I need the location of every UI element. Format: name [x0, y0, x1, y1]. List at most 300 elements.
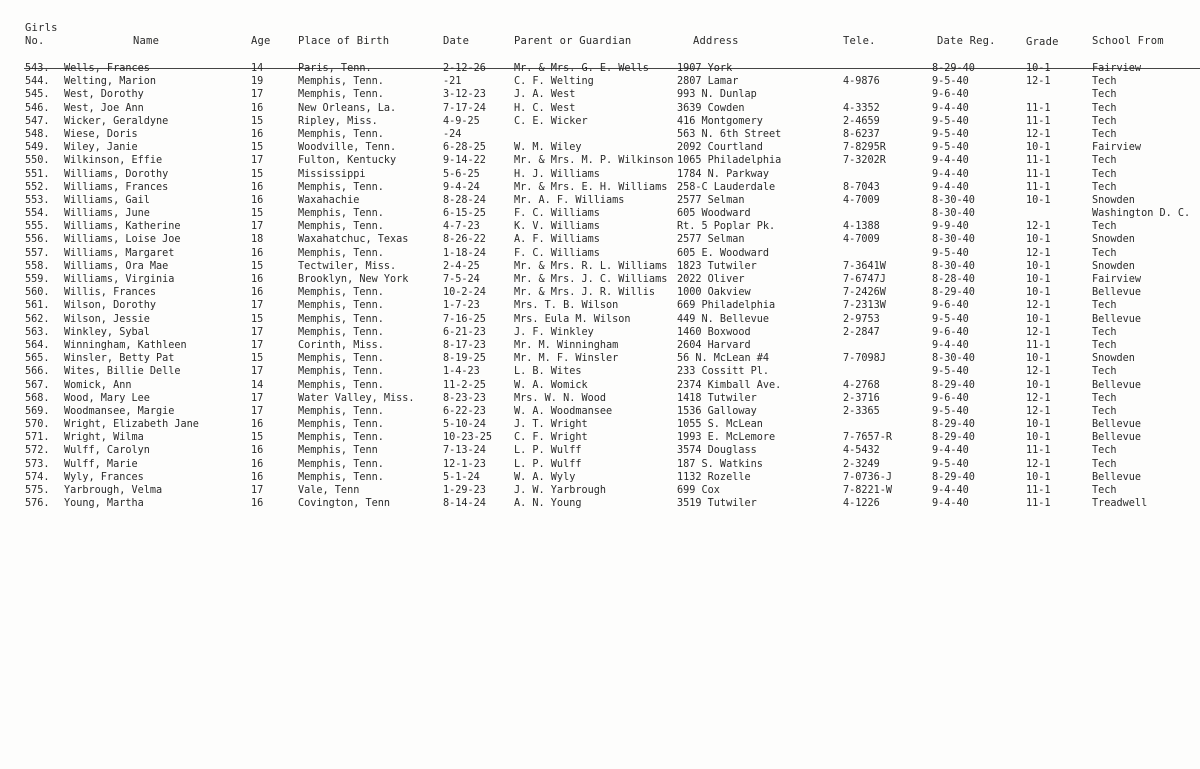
- birth-date: 10-23-25: [443, 432, 493, 444]
- telephone: 4-5432: [843, 445, 880, 457]
- date-registered: 9-5-40: [932, 115, 969, 127]
- school-from: Tech: [1092, 339, 1117, 351]
- grade: 12-1: [1026, 458, 1051, 470]
- student-number: 562.: [25, 313, 50, 325]
- birth-date: 4-9-25: [443, 115, 480, 127]
- address: 605 Woodward: [677, 208, 751, 220]
- birth-date: 8-26-22: [443, 234, 486, 246]
- birth-date: 10-2-24: [443, 287, 486, 299]
- grade: 11-1: [1026, 181, 1051, 193]
- telephone: 7-3641W: [843, 260, 886, 272]
- address: 563 N. 6th Street: [677, 128, 782, 140]
- student-name: Wells, Frances: [64, 63, 150, 74]
- parent-guardian: Mr. & Mrs. E. H. Williams: [514, 181, 668, 193]
- student-number: 545.: [25, 89, 50, 101]
- grade: 11-1: [1026, 485, 1051, 496]
- table-row: [0, 326, 1200, 339]
- grade: 10-1: [1026, 379, 1051, 391]
- student-number: 573.: [25, 458, 50, 470]
- parent-guardian: L. P. Wulff: [514, 445, 582, 457]
- parent-guardian: L. B. Wites: [514, 366, 582, 378]
- address: 449 N. Bellevue: [677, 313, 770, 325]
- place-of-birth: Memphis, Tenn.: [298, 353, 384, 365]
- place-of-birth: Covington, Tenn: [298, 498, 391, 510]
- date-registered: 9-6-40: [932, 89, 969, 101]
- date-registered: 9-6-40: [932, 326, 969, 338]
- student-number: 558.: [25, 260, 50, 272]
- school-from: Snowden: [1092, 234, 1135, 246]
- address: 3639 Cowden: [677, 102, 745, 114]
- birth-date: 9-14-22: [443, 155, 486, 167]
- address: 1418 Tutwiler: [677, 392, 757, 404]
- table-row: [0, 497, 1200, 510]
- school-from: Tech: [1092, 392, 1117, 404]
- address: 1132 Rozelle: [677, 471, 751, 483]
- table-row: [0, 392, 1200, 405]
- place-of-birth: Memphis, Tenn: [298, 445, 378, 457]
- telephone: 4-2768: [843, 379, 880, 391]
- parent-guardian: J. W. Yarbrough: [514, 485, 607, 496]
- telephone: 8-6237: [843, 128, 880, 140]
- table-row: [0, 313, 1200, 326]
- student-name: Welting, Marion: [64, 76, 157, 88]
- student-name: Williams, Dorothy: [64, 168, 169, 180]
- school-from: Tech: [1092, 458, 1117, 470]
- student-age: 17: [251, 155, 264, 167]
- student-number: 566.: [25, 366, 50, 378]
- address: Rt. 5 Poplar Pk.: [677, 221, 776, 233]
- student-name: Williams, June: [64, 208, 150, 220]
- student-number: 568.: [25, 392, 50, 404]
- address: 1993 E. McLemore: [677, 432, 776, 444]
- place-of-birth: Memphis, Tenn.: [298, 313, 384, 325]
- grade: 12-1: [1026, 366, 1051, 378]
- student-number: 552.: [25, 181, 50, 193]
- date-registered: 9-5-40: [932, 142, 969, 154]
- date-registered: 9-5-40: [932, 366, 969, 378]
- place-of-birth: Memphis, Tenn.: [298, 366, 384, 378]
- table-row: [0, 247, 1200, 260]
- telephone: 7-2426W: [843, 287, 886, 299]
- header-date: Date: [443, 35, 470, 47]
- birth-date: 5-6-25: [443, 168, 480, 180]
- address: 258-C Lauderdale: [677, 181, 776, 193]
- parent-guardian: W. M. Wiley: [514, 142, 582, 154]
- student-number: 564.: [25, 339, 50, 351]
- table-row: [0, 471, 1200, 484]
- student-number: 550.: [25, 155, 50, 167]
- school-from: Tech: [1092, 366, 1117, 378]
- place-of-birth: Memphis, Tenn.: [298, 128, 384, 140]
- grade: 12-1: [1026, 405, 1051, 417]
- table-row: [0, 273, 1200, 286]
- date-registered: 9-4-40: [932, 155, 969, 167]
- table-row: [0, 260, 1200, 273]
- student-number: 557.: [25, 247, 50, 259]
- place-of-birth: Paris, Tenn.: [298, 63, 372, 74]
- telephone: 7-7657-R: [843, 432, 893, 444]
- school-from: Snowden: [1092, 260, 1135, 272]
- telephone: 2-3365: [843, 405, 880, 417]
- parent-guardian: Mr. M. Winningham: [514, 339, 619, 351]
- grade: 11-1: [1026, 498, 1051, 510]
- place-of-birth: Waxahatchuc, Texas: [298, 234, 409, 246]
- date-registered: 8-30-40: [932, 353, 975, 365]
- address: 1823 Tutwiler: [677, 260, 757, 272]
- school-from: Tech: [1092, 221, 1117, 233]
- grade: 10-1: [1026, 419, 1051, 431]
- date-registered: 9-6-40: [932, 392, 969, 404]
- student-age: 16: [251, 194, 264, 206]
- date-registered: 8-29-40: [932, 287, 975, 299]
- place-of-birth: Brooklyn, New York: [298, 274, 409, 285]
- table-row: [0, 299, 1200, 312]
- birth-date: 7-16-25: [443, 313, 486, 325]
- birth-date: 2-4-25: [443, 260, 480, 272]
- student-number: 575.: [25, 485, 50, 496]
- student-name: West, Dorothy: [64, 89, 144, 101]
- birth-date: 1-29-23: [443, 485, 486, 496]
- parent-guardian: C. F. Welting: [514, 76, 594, 88]
- address: 2807 Lamar: [677, 76, 739, 88]
- address: 669 Philadelphia: [677, 300, 776, 312]
- address: 2092 Courtland: [677, 142, 763, 154]
- table-row: [0, 141, 1200, 154]
- date-registered: 9-5-40: [932, 128, 969, 140]
- student-name: Wulff, Carolyn: [64, 445, 150, 457]
- student-age: 14: [251, 379, 264, 391]
- parent-guardian: W. A. Womick: [514, 379, 588, 391]
- school-from: Tech: [1092, 168, 1117, 180]
- grade: 11-1: [1026, 115, 1051, 127]
- birth-date: 6-21-23: [443, 326, 486, 338]
- table-row: [0, 194, 1200, 207]
- birth-date: 7-5-24: [443, 274, 480, 285]
- grade: 12-1: [1026, 221, 1051, 233]
- school-from: Tech: [1092, 326, 1117, 338]
- header-tele: Tele.: [843, 35, 876, 47]
- student-name: Wyly, Frances: [64, 471, 144, 483]
- grade: 10-1: [1026, 63, 1051, 74]
- header-date-reg: Date Reg.: [937, 35, 996, 47]
- school-from: Bellevue: [1092, 419, 1142, 431]
- telephone: 2-3716: [843, 392, 880, 404]
- student-name: Woodmansee, Margie: [64, 405, 175, 417]
- place-of-birth: Memphis, Tenn.: [298, 181, 384, 193]
- student-number: 569.: [25, 405, 50, 417]
- student-age: 16: [251, 247, 264, 259]
- student-number: 547.: [25, 115, 50, 127]
- telephone: 7-6747J: [843, 274, 886, 285]
- date-registered: 9-4-40: [932, 339, 969, 351]
- student-name: Winningham, Kathleen: [64, 339, 187, 351]
- date-registered: 8-29-40: [932, 432, 975, 444]
- student-age: 15: [251, 168, 264, 180]
- address: 3574 Douglass: [677, 445, 757, 457]
- telephone: 8-7043: [843, 181, 880, 193]
- telephone: 7-8295R: [843, 142, 886, 154]
- student-name: Williams, Ora Mae: [64, 260, 169, 272]
- place-of-birth: Corinth, Miss.: [298, 339, 384, 351]
- student-number: 553.: [25, 194, 50, 206]
- school-from: Tech: [1092, 155, 1117, 167]
- grade: 10-1: [1026, 274, 1051, 285]
- parent-guardian: Mrs. Eula M. Wilson: [514, 313, 631, 325]
- place-of-birth: Ripley, Miss.: [298, 115, 378, 127]
- birth-date: 7-17-24: [443, 102, 486, 114]
- parent-guardian: C. E. Wicker: [514, 115, 588, 127]
- school-from: Treadwell: [1092, 498, 1148, 510]
- student-number: 555.: [25, 221, 50, 233]
- address: 56 N. McLean #4: [677, 353, 770, 365]
- student-age: 16: [251, 128, 264, 140]
- date-registered: 8-30-40: [932, 260, 975, 272]
- birth-date: 1-18-24: [443, 247, 486, 259]
- place-of-birth: Memphis, Tenn.: [298, 379, 384, 391]
- table-row: [0, 418, 1200, 431]
- address: 416 Montgomery: [677, 115, 763, 127]
- parent-guardian: Mr. A. F. Williams: [514, 194, 625, 206]
- table-row: [0, 352, 1200, 365]
- student-number: 551.: [25, 168, 50, 180]
- grade: 10-1: [1026, 287, 1051, 299]
- student-number: 559.: [25, 274, 50, 285]
- table-row: [0, 405, 1200, 418]
- school-from: Tech: [1092, 181, 1117, 193]
- birth-date: 6-22-23: [443, 405, 486, 417]
- student-number: 548.: [25, 128, 50, 140]
- parent-guardian: C. F. Wright: [514, 432, 588, 444]
- address: 1000 Oakview: [677, 287, 751, 299]
- date-registered: 9-4-40: [932, 168, 969, 180]
- student-name: Williams, Gail: [64, 194, 150, 206]
- student-name: Wilson, Dorothy: [64, 300, 157, 312]
- parent-guardian: Mrs. W. N. Wood: [514, 392, 607, 404]
- grade: 10-1: [1026, 194, 1051, 206]
- date-registered: 9-4-40: [932, 445, 969, 457]
- header-address: Address: [693, 35, 739, 47]
- student-age: 16: [251, 419, 264, 431]
- grade: 11-1: [1026, 102, 1051, 114]
- address: 1055 S. McLean: [677, 419, 763, 431]
- parent-guardian: H. C. West: [514, 102, 576, 114]
- parent-guardian: W. A. Wyly: [514, 471, 576, 483]
- school-from: Fairview: [1092, 63, 1142, 74]
- table-row: [0, 233, 1200, 246]
- place-of-birth: Memphis, Tenn.: [298, 458, 384, 470]
- grade: 12-1: [1026, 326, 1051, 338]
- table-row: [0, 207, 1200, 220]
- grade: 10-1: [1026, 432, 1051, 444]
- student-age: 16: [251, 181, 264, 193]
- student-number: 576.: [25, 498, 50, 510]
- parent-guardian: Mr. & Mrs. R. L. Williams: [514, 260, 668, 272]
- grade: 10-1: [1026, 353, 1051, 365]
- address: 1784 N. Parkway: [677, 168, 770, 180]
- parent-guardian: Mr. M. F. Winsler: [514, 353, 619, 365]
- school-from: Tech: [1092, 76, 1117, 88]
- grade: 10-1: [1026, 313, 1051, 325]
- grade: 12-1: [1026, 76, 1051, 88]
- school-from: Tech: [1092, 128, 1117, 140]
- telephone: 2-9753: [843, 313, 880, 325]
- school-from: Tech: [1092, 102, 1117, 114]
- student-name: Wites, Billie Delle: [64, 366, 181, 378]
- date-registered: 8-29-40: [932, 471, 975, 483]
- place-of-birth: New Orleans, La.: [298, 102, 397, 114]
- address: 3519 Tutwiler: [677, 498, 757, 510]
- table-row: [0, 128, 1200, 141]
- place-of-birth: Memphis, Tenn.: [298, 76, 384, 88]
- date-registered: 9-4-40: [932, 102, 969, 114]
- student-age: 15: [251, 115, 264, 127]
- birth-date: -24: [443, 128, 462, 140]
- address: 699 Cox: [677, 485, 720, 496]
- school-from: Tech: [1092, 300, 1117, 312]
- grade: 11-1: [1026, 445, 1051, 457]
- grade: 12-1: [1026, 300, 1051, 312]
- parent-guardian: W. A. Woodmansee: [514, 405, 613, 417]
- date-registered: 9-5-40: [932, 247, 969, 259]
- student-name: West, Joe Ann: [64, 102, 144, 114]
- date-registered: 9-5-40: [932, 458, 969, 470]
- student-name: Womick, Ann: [64, 379, 132, 391]
- birth-date: 12-1-23: [443, 458, 486, 470]
- student-number: 561.: [25, 300, 50, 312]
- school-from: Tech: [1092, 247, 1117, 259]
- place-of-birth: Memphis, Tenn.: [298, 208, 384, 220]
- student-name: Williams, Katherine: [64, 221, 181, 233]
- student-age: 15: [251, 142, 264, 154]
- parent-guardian: Mr. & Mrs. M. P. Wilkinson: [514, 155, 674, 167]
- place-of-birth: Fulton, Kentucky: [298, 155, 397, 167]
- grade: 11-1: [1026, 339, 1051, 351]
- school-from: Bellevue: [1092, 287, 1142, 299]
- student-number: 554.: [25, 208, 50, 220]
- student-number: 556.: [25, 234, 50, 246]
- parent-guardian: J. A. West: [514, 89, 576, 101]
- school-from: Bellevue: [1092, 432, 1142, 444]
- date-registered: 8-30-40: [932, 208, 975, 220]
- student-number: 560.: [25, 287, 50, 299]
- header-no-label: No.: [25, 35, 45, 47]
- telephone: 4-9876: [843, 76, 880, 88]
- grade: 10-1: [1026, 234, 1051, 246]
- birth-date: 8-14-24: [443, 498, 486, 510]
- student-name: Willis, Frances: [64, 287, 157, 299]
- student-age: 15: [251, 208, 264, 220]
- birth-date: 9-4-24: [443, 181, 480, 193]
- place-of-birth: Memphis, Tenn.: [298, 326, 384, 338]
- table-row: [0, 365, 1200, 378]
- student-age: 16: [251, 471, 264, 483]
- student-age: 17: [251, 221, 264, 233]
- student-number: 563.: [25, 326, 50, 338]
- parent-guardian: F. C. Williams: [514, 208, 600, 220]
- address: 1907 York: [677, 63, 733, 74]
- student-age: 16: [251, 458, 264, 470]
- table-row: [0, 115, 1200, 128]
- place-of-birth: Memphis, Tenn.: [298, 89, 384, 101]
- student-age: 17: [251, 326, 264, 338]
- student-name: Yarbrough, Velma: [64, 485, 163, 496]
- address: 605 E. Woodward: [677, 247, 770, 259]
- table-row: [0, 484, 1200, 497]
- header-girls-label: Girls: [25, 22, 58, 34]
- telephone: 4-3352: [843, 102, 880, 114]
- grade: 10-1: [1026, 471, 1051, 483]
- student-name: Williams, Loise Joe: [64, 234, 181, 246]
- student-name: Winkley, Sybal: [64, 326, 150, 338]
- school-from: Bellevue: [1092, 313, 1142, 325]
- student-number: 543.: [25, 63, 50, 74]
- grade: 10-1: [1026, 260, 1051, 272]
- date-registered: 9-4-40: [932, 498, 969, 510]
- student-age: 17: [251, 339, 264, 351]
- table-row: [0, 88, 1200, 101]
- grade: 11-1: [1026, 155, 1051, 167]
- student-age: 16: [251, 445, 264, 457]
- grade: 10-1: [1026, 142, 1051, 154]
- date-registered: 9-4-40: [932, 485, 969, 496]
- student-name: Wulff, Marie: [64, 458, 138, 470]
- address: 993 N. Dunlap: [677, 89, 757, 101]
- table-row: [0, 62, 1200, 75]
- date-registered: 9-4-40: [932, 181, 969, 193]
- parent-guardian: J. T. Wright: [514, 419, 588, 431]
- student-number: 546.: [25, 102, 50, 114]
- table-row: [0, 458, 1200, 471]
- address: 233 Cossitt Pl.: [677, 366, 770, 378]
- student-age: 16: [251, 102, 264, 114]
- table-row: [0, 102, 1200, 115]
- parent-guardian: A. F. Williams: [514, 234, 600, 246]
- student-name: Williams, Frances: [64, 181, 169, 193]
- parent-guardian: H. J. Williams: [514, 168, 600, 180]
- student-age: 15: [251, 313, 264, 325]
- student-age: 16: [251, 274, 264, 285]
- place-of-birth: Memphis, Tenn.: [298, 405, 384, 417]
- place-of-birth: Woodville, Tenn.: [298, 142, 397, 154]
- student-age: 17: [251, 366, 264, 378]
- birth-date: 6-15-25: [443, 208, 486, 220]
- school-from: Tech: [1092, 485, 1117, 496]
- date-registered: 9-5-40: [932, 76, 969, 88]
- birth-date: 11-2-25: [443, 379, 486, 391]
- birth-date: 8-19-25: [443, 353, 486, 365]
- grade: 12-1: [1026, 128, 1051, 140]
- parent-guardian: L. P. Wulff: [514, 458, 582, 470]
- student-age: 15: [251, 432, 264, 444]
- school-from: Tech: [1092, 89, 1117, 101]
- birth-date: 4-7-23: [443, 221, 480, 233]
- student-age: 17: [251, 392, 264, 404]
- telephone: 4-1388: [843, 221, 880, 233]
- student-name: Wilson, Jessie: [64, 313, 150, 325]
- table-row: [0, 154, 1200, 167]
- place-of-birth: Waxahachie: [298, 194, 360, 206]
- telephone: 2-4659: [843, 115, 880, 127]
- address: 2577 Selman: [677, 234, 745, 246]
- column-header-row: [0, 22, 1200, 58]
- student-age: 16: [251, 498, 264, 510]
- birth-date: 1-7-23: [443, 300, 480, 312]
- place-of-birth: Memphis, Tenn.: [298, 221, 384, 233]
- student-age: 14: [251, 63, 264, 74]
- parent-guardian: F. C. Williams: [514, 247, 600, 259]
- school-from: Fairview: [1092, 274, 1142, 285]
- header-age: Age: [251, 35, 271, 47]
